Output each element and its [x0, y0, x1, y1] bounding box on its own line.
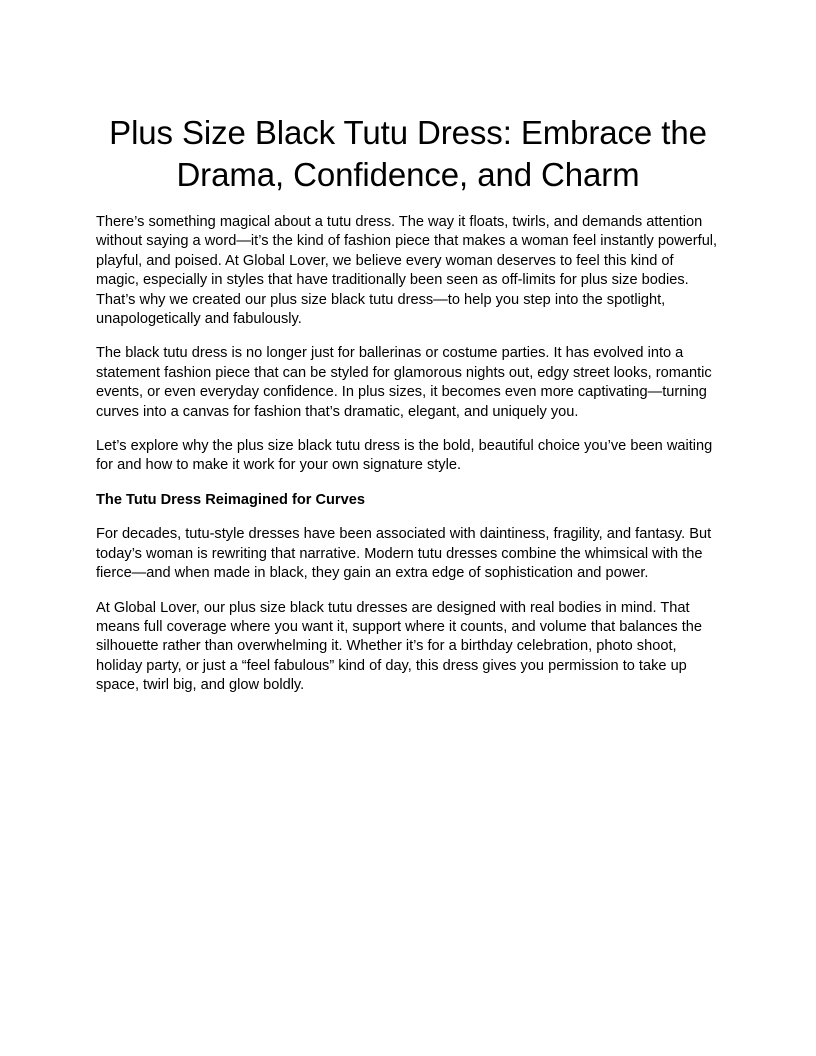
intro-paragraph-1: There’s something magical about a tutu dress. The way it floats, twirls, and demands attention without saying a word—it’s the kind of fashion piece that makes a woman feel instantly powerful, playful, and poised. At Global Lover, we believe every woman deserves to feel this kind of magic, especially in styles that have traditionally been seen as off-limits for plus size bodies. That’s why we created our plus size black tutu dress—to help you step into the spotlight, unapologetically and fabulously.	[96, 214, 718, 328]
section-paragraph-1: For decades, tutu-style dresses have been associated with daintiness, fragility, and fantasy. But today’s woman is rewriting that narrative. Modern tutu dresses combine the whimsical with the fierce—and when made in black, they gain an extra edge of sophistication and power.	[96, 526, 712, 582]
intro-paragraph-2: The black tutu dress is no longer just for ballerinas or costume parties. It has evolved into a statement fashion piece that can be styled for glamorous nights out, edgy street looks, romantic events, or even everyday confidence. In plus sizes, it becomes even more captivating—turning curves into a canvas for fashion that’s dramatic, elegant, and uniquely you.	[96, 345, 712, 420]
document-title: Plus Size Black Tutu Dress: Embrace the Drama, Confidence, and Charm	[109, 114, 707, 193]
section-heading: The Tutu Dress Reimagined for Curves	[96, 491, 365, 508]
document-body	[96, 213, 720, 696]
section-paragraph-2: At Global Lover, our plus size black tutu dresses are designed with real bodies in mind. That means full coverage where you want it, support where it counts, and volume that balances the silhouette rather than overwhelming it. Whether it’s for a birthday celebration, photo shoot, holiday party, or just a “feel fabulous” kind of day, this dress gives you permission to take up space, twirl big, and glow boldly.	[96, 599, 702, 694]
document-page	[96, 112, 720, 711]
intro-paragraph-3: Let’s explore why the plus size black tutu dress is the bold, beautiful choice you’ve been waiting for and how to make it work for your own signature style.	[96, 438, 713, 474]
